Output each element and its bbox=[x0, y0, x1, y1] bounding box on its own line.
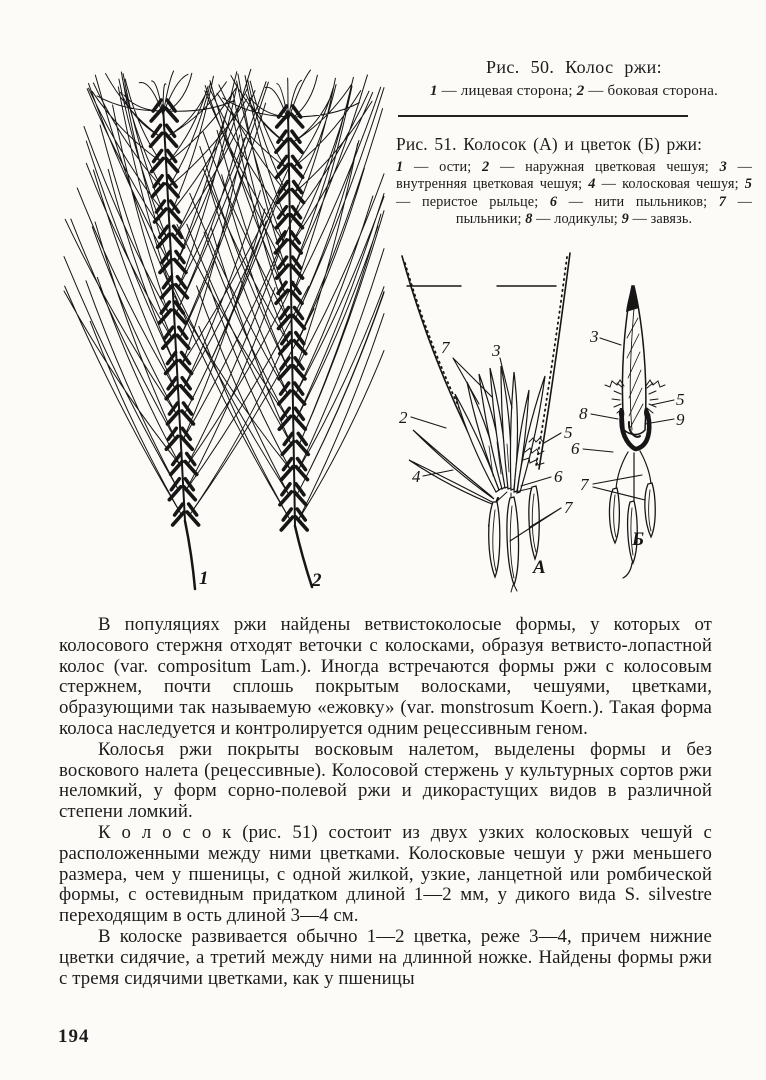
legend-item-number: 6 bbox=[549, 193, 558, 210]
caption-divider-rule bbox=[398, 115, 688, 117]
fig51-callout-label: 5 bbox=[676, 390, 685, 409]
fig50-rye-ears-illustration bbox=[58, 53, 390, 603]
body-paragraph: В колоске развивается обычно 1—2 цветка, реже 3—4, причем нижние цветки сидячие, а третий между ними на длинной ножке. Найдены формы ржи с тремя сидячими цветками, как у пшеницы bbox=[59, 925, 712, 989]
caption-column bbox=[396, 56, 752, 229]
fig51-spikelet-flower-illustration bbox=[393, 246, 766, 604]
spikelet-drawing bbox=[402, 253, 570, 592]
body-paragraph: Колосья ржи покрыты восковым налетом, выделены формы и без воскового налета (рецессивные). Колосовой стержень у культурных сортов ржи неломкий, у форм сорно-полевой ржи и дикорастущих видов в различной степени ломкий. bbox=[59, 738, 712, 823]
legend-item-number: 2 bbox=[576, 83, 585, 99]
fig51-callout-label: 6 bbox=[554, 467, 563, 486]
legend-item-text: — лицевая сторона; bbox=[441, 83, 577, 99]
legend-item-number: 3 bbox=[719, 159, 727, 175]
legend-item-text: — внутренняя цветковая чешуя; bbox=[396, 159, 752, 193]
legend-item-number: 7 bbox=[718, 193, 726, 210]
legend-item-number: 1 bbox=[429, 83, 438, 99]
fig51-caption-legend bbox=[396, 159, 752, 229]
legend-item-text: — боковая сторона. bbox=[588, 83, 719, 99]
legend-item-text: — колосковая чешуя; bbox=[601, 176, 745, 193]
fig50-caption-title: Рис. 50. Колос ржи: bbox=[485, 57, 663, 77]
legend-item-text: — перистое рыльце; bbox=[396, 193, 550, 210]
legend-item-text: — пыльники; bbox=[455, 193, 752, 228]
legend-item-number: 8 bbox=[525, 211, 533, 228]
legend-item-number: 4 bbox=[588, 176, 596, 193]
fig51-callout-label: 3 bbox=[590, 327, 599, 346]
legend-item-number: 2 bbox=[482, 159, 490, 175]
fig51-callout-label: 4 bbox=[412, 467, 421, 486]
fig51-callout-label: 9 bbox=[676, 410, 685, 429]
body-text-block bbox=[59, 615, 712, 989]
fig50-ear2-number-label: 2 bbox=[312, 570, 322, 591]
legend-item-text: — ости; bbox=[413, 159, 483, 175]
legend-item-number: 1 bbox=[396, 159, 404, 175]
page-number: 194 bbox=[58, 1026, 90, 1047]
legend-item-text: — наружная цветковая чешуя; bbox=[500, 159, 720, 175]
fig51-part-a-label: А bbox=[533, 557, 546, 578]
fig51-callout-label: 5 bbox=[564, 423, 573, 442]
fig50-ear1-number-label: 1 bbox=[199, 568, 209, 589]
fig51-callout-label: 7 bbox=[580, 475, 589, 494]
fig51-caption-title: Рис. 51. Колосок (А) и цветок (Б) ржи: bbox=[396, 134, 703, 154]
rye-ear-face-side-drawing bbox=[64, 69, 314, 589]
legend-item-text: — завязь. bbox=[632, 211, 693, 228]
body-paragraph: В популяциях ржи найдены ветвистоколосые формы, у которых от колосового стержня отходят веточки с колосками, образуя ветвисто-лопастной колос (var. compositum Lam.). Иногда встречаются формы ржи с колосовым стержнем, почти сплошь покрытым волосками, чешуями, цветками, образующими так называемую «ежовку» (var. monstrosum Koern.). Такая форма колоса наследуется и контролируется одним рецессивным геном. bbox=[59, 614, 712, 739]
body-paragraph: К о л о с о к (рис. 51) состоит из двух узких колосковых чешуй с расположенными между ними цветками. Колосковые чешуи у ржи меньшего размера, чем у пшеницы, с одной жилкой, узкие, ланцетной или ромбической формы, с остевидным придатком длиной 1—2 мм, у дикого вида S. silvestre переходящим в ость длиной 3—4 см. bbox=[59, 821, 712, 927]
fig51-callout-label: 7 bbox=[441, 338, 450, 357]
legend-item-text: — лодикулы; bbox=[536, 211, 622, 228]
legend-item-number: 5 bbox=[744, 176, 752, 193]
fig51-callout-label: 2 bbox=[399, 408, 408, 427]
legend-item-number: 9 bbox=[621, 211, 629, 228]
legend-item-text: — нити пыльников; bbox=[568, 193, 719, 210]
fig51-callout-label: 3 bbox=[492, 341, 501, 360]
fig51-callout-label: 8 bbox=[579, 404, 588, 423]
fig51-callout-label: 7 bbox=[564, 498, 573, 517]
fig50-caption-legend bbox=[396, 82, 752, 101]
fig51-part-b-label: Б bbox=[632, 529, 645, 550]
fig51-callout-label: 6 bbox=[571, 439, 580, 458]
